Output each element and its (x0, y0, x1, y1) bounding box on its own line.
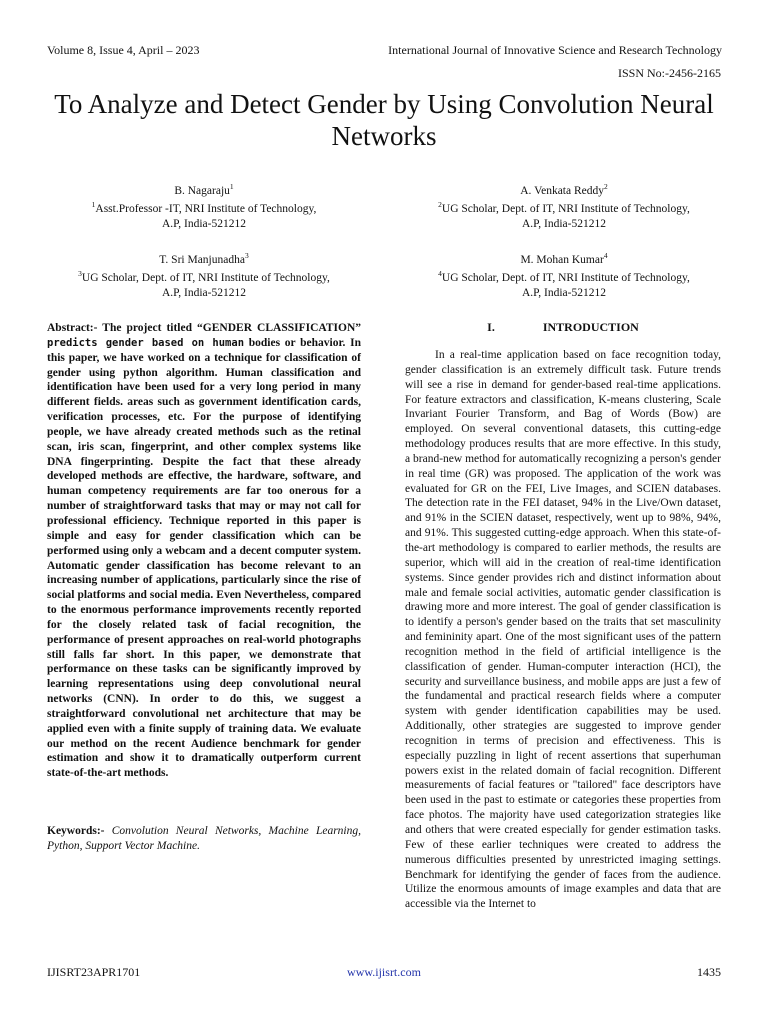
section-number: I. (487, 320, 495, 334)
author-3 (39, 249, 369, 300)
author-location: A.P, India-521212 (521, 286, 606, 299)
abstract-mono-text: predicts gender based on human (47, 336, 245, 349)
journal-url-link[interactable]: www.ijisrt.com (347, 965, 421, 979)
author-affiliation: UG Scholar, Dept. of IT, NRI Institute of Technology, (81, 272, 330, 285)
keywords-text: Convolution Neural Networks, Machine Learning, Python, Support Vector Machine. (47, 825, 361, 852)
author-location: A.P, India-521212 (521, 217, 606, 230)
author-1 (39, 180, 369, 231)
page-number: 1435 (697, 965, 721, 979)
keywords (47, 824, 361, 854)
author-name: M. Mohan Kumar (520, 253, 604, 266)
author-location: A.P, India-521212 (161, 286, 246, 299)
affiliation-sup: 1 (91, 200, 96, 210)
paper-title: To Analyze and Detect Gender by Using Convolution Neural Networks (54, 89, 714, 151)
abstract-body: bodies or behavior. In this paper, we have worked on a technique for classification of gender using python algorithm. Human classification and identification have been used for a very long period in many different fields. areas such as government identification cards, verification processes, etc. For the purpose of identifying people, we have already created methods such as the retinal scan, iris scan, fingerprint, and other complex systems like DNA fingerprinting. Despite the fact that these already developed methods are effective, the hardware, software, and human competency requirements are far too onerous for a number of straightforward tasks that may or may not call for professional efficiency. Technique reported in this paper is simple and easy for gender classification which can be performed using only a webcam and a decent computer system. Automatic gender classification has become relevant to an increasing number of applications, particularly since the rise of social platforms and social media. Even Nevertheless, compared to the enormous performance improvements recently reported for the closely related task of facial recognition, the performance of present approaches on real-world photographs still falls far short. In this paper, we demonstrate that performance on these tasks can be significantly improved by learning representations using deep convolutional neural networks (CNN). In order to do this, we suggest a straightforward convolutional net architecture that may be applied even with a finite supply of training data. We evaluate our method on the recent Audience benchmark for gender estimation and show it to dramatically outperform current state-of-the-art methods. (47, 336, 361, 780)
affiliation-sup: 2 (438, 200, 442, 210)
author-name: T. Sri Manjunadha (159, 253, 245, 266)
introduction-paragraph: In a real-time application based on face recognition today, gender classification is an extremely difficult task. Future trends will see a rise in demand for gender-based real-time applications. For feature extractors and classification, K-means clustering, Scale Invariant Fourier Transform, and Bag of Words (Bow) are employed. On several conventional datasets, this cutting-edge methodology produces results that are more effective. In this study, a brand-new method for automatically recognizing a person's gender in real time (GR) was proposed. The application of the work was evaluated for GR on the FEI, Live Images, and SCIEN databases. The detection rate in the FEI dataset, 94% in the Live/Own dataset, and 91% in the SCIEN dataset, respectively, went up to 98%, 94%, and 91%. This suggested cutting-edge approach. When this state-of-the-art methodology is compared to earlier methods, the results are superior, which will aid in the creation of real-time identification systems. Since gender provides rich and distinct information about male and female social activities, automatic gender classification is drawing more and more interest. The goal of gender classification is to identify a person's gender based on the traits that set masculinity and femininity apart. One of the most significant uses of the pattern recognition method in the field of artificial intelligence is the classification of gender. Human-computer interaction (HCI), the security and surveillance business, and mobile apps are just a few of the fundamental and practical research fields where a computer system with gender identification capabilities may be used. Additionally, other strategies are suggested to improve gender recognition in terms of precision and effectiveness. This is especially puzzling in light of recent assertions that superhuman powers exist in the related domain of facial recognition. Different measurements of facial features or "tailored" face descriptors have been used in the past to estimate or categories these properties from face photos. The majority have used categorization strategies like and others that were created especially for gender estimation tasks. Few of these earlier techniques were created to address the numerous difficulties presented by unrestricted imaging settings. Benchmark for identifying the gender of faces from the audience. Utilize the enormous amounts of image examples and data that are accessible via the Internet to (405, 349, 721, 911)
author-2 (399, 180, 729, 231)
author-sup: 2 (604, 182, 608, 191)
affiliation-sup: 3 (78, 269, 82, 279)
author-affiliation: Asst.Professor -IT, NRI Institute of Technology, (95, 203, 317, 216)
section-heading (405, 320, 721, 335)
author-4 (399, 249, 729, 300)
affiliation-sup: 4 (438, 269, 442, 279)
issn: ISSN No:-2456-2165 (617, 66, 721, 80)
journal-name: International Journal of Innovative Science and Research Technology (388, 43, 722, 57)
author-name: A. Venkata Reddy (520, 184, 605, 197)
abstract-lead: The project titled “GENDER CLASSIFICATION” (97, 322, 361, 334)
author-sup: 1 (229, 182, 234, 191)
section-title: INTRODUCTION (542, 320, 639, 334)
author-name: B. Nagaraju (174, 184, 230, 197)
author-location: A.P, India-521212 (161, 217, 246, 230)
paper-id: IJISRT23APR1701 (47, 965, 141, 979)
author-sup: 3 (244, 251, 249, 260)
author-affiliation: UG Scholar, Dept. of IT, NRI Institute of Technology, (441, 203, 690, 216)
journal-volume: Volume 8, Issue 4, April – 2023 (47, 43, 200, 57)
abstract (47, 321, 361, 781)
author-affiliation: UG Scholar, Dept. of IT, NRI Institute of Technology, (441, 272, 690, 285)
introduction-body (405, 348, 721, 912)
author-sup: 4 (603, 251, 608, 260)
abstract-label: Abstract:- (47, 322, 98, 334)
keywords-label: Keywords:- (47, 825, 105, 837)
